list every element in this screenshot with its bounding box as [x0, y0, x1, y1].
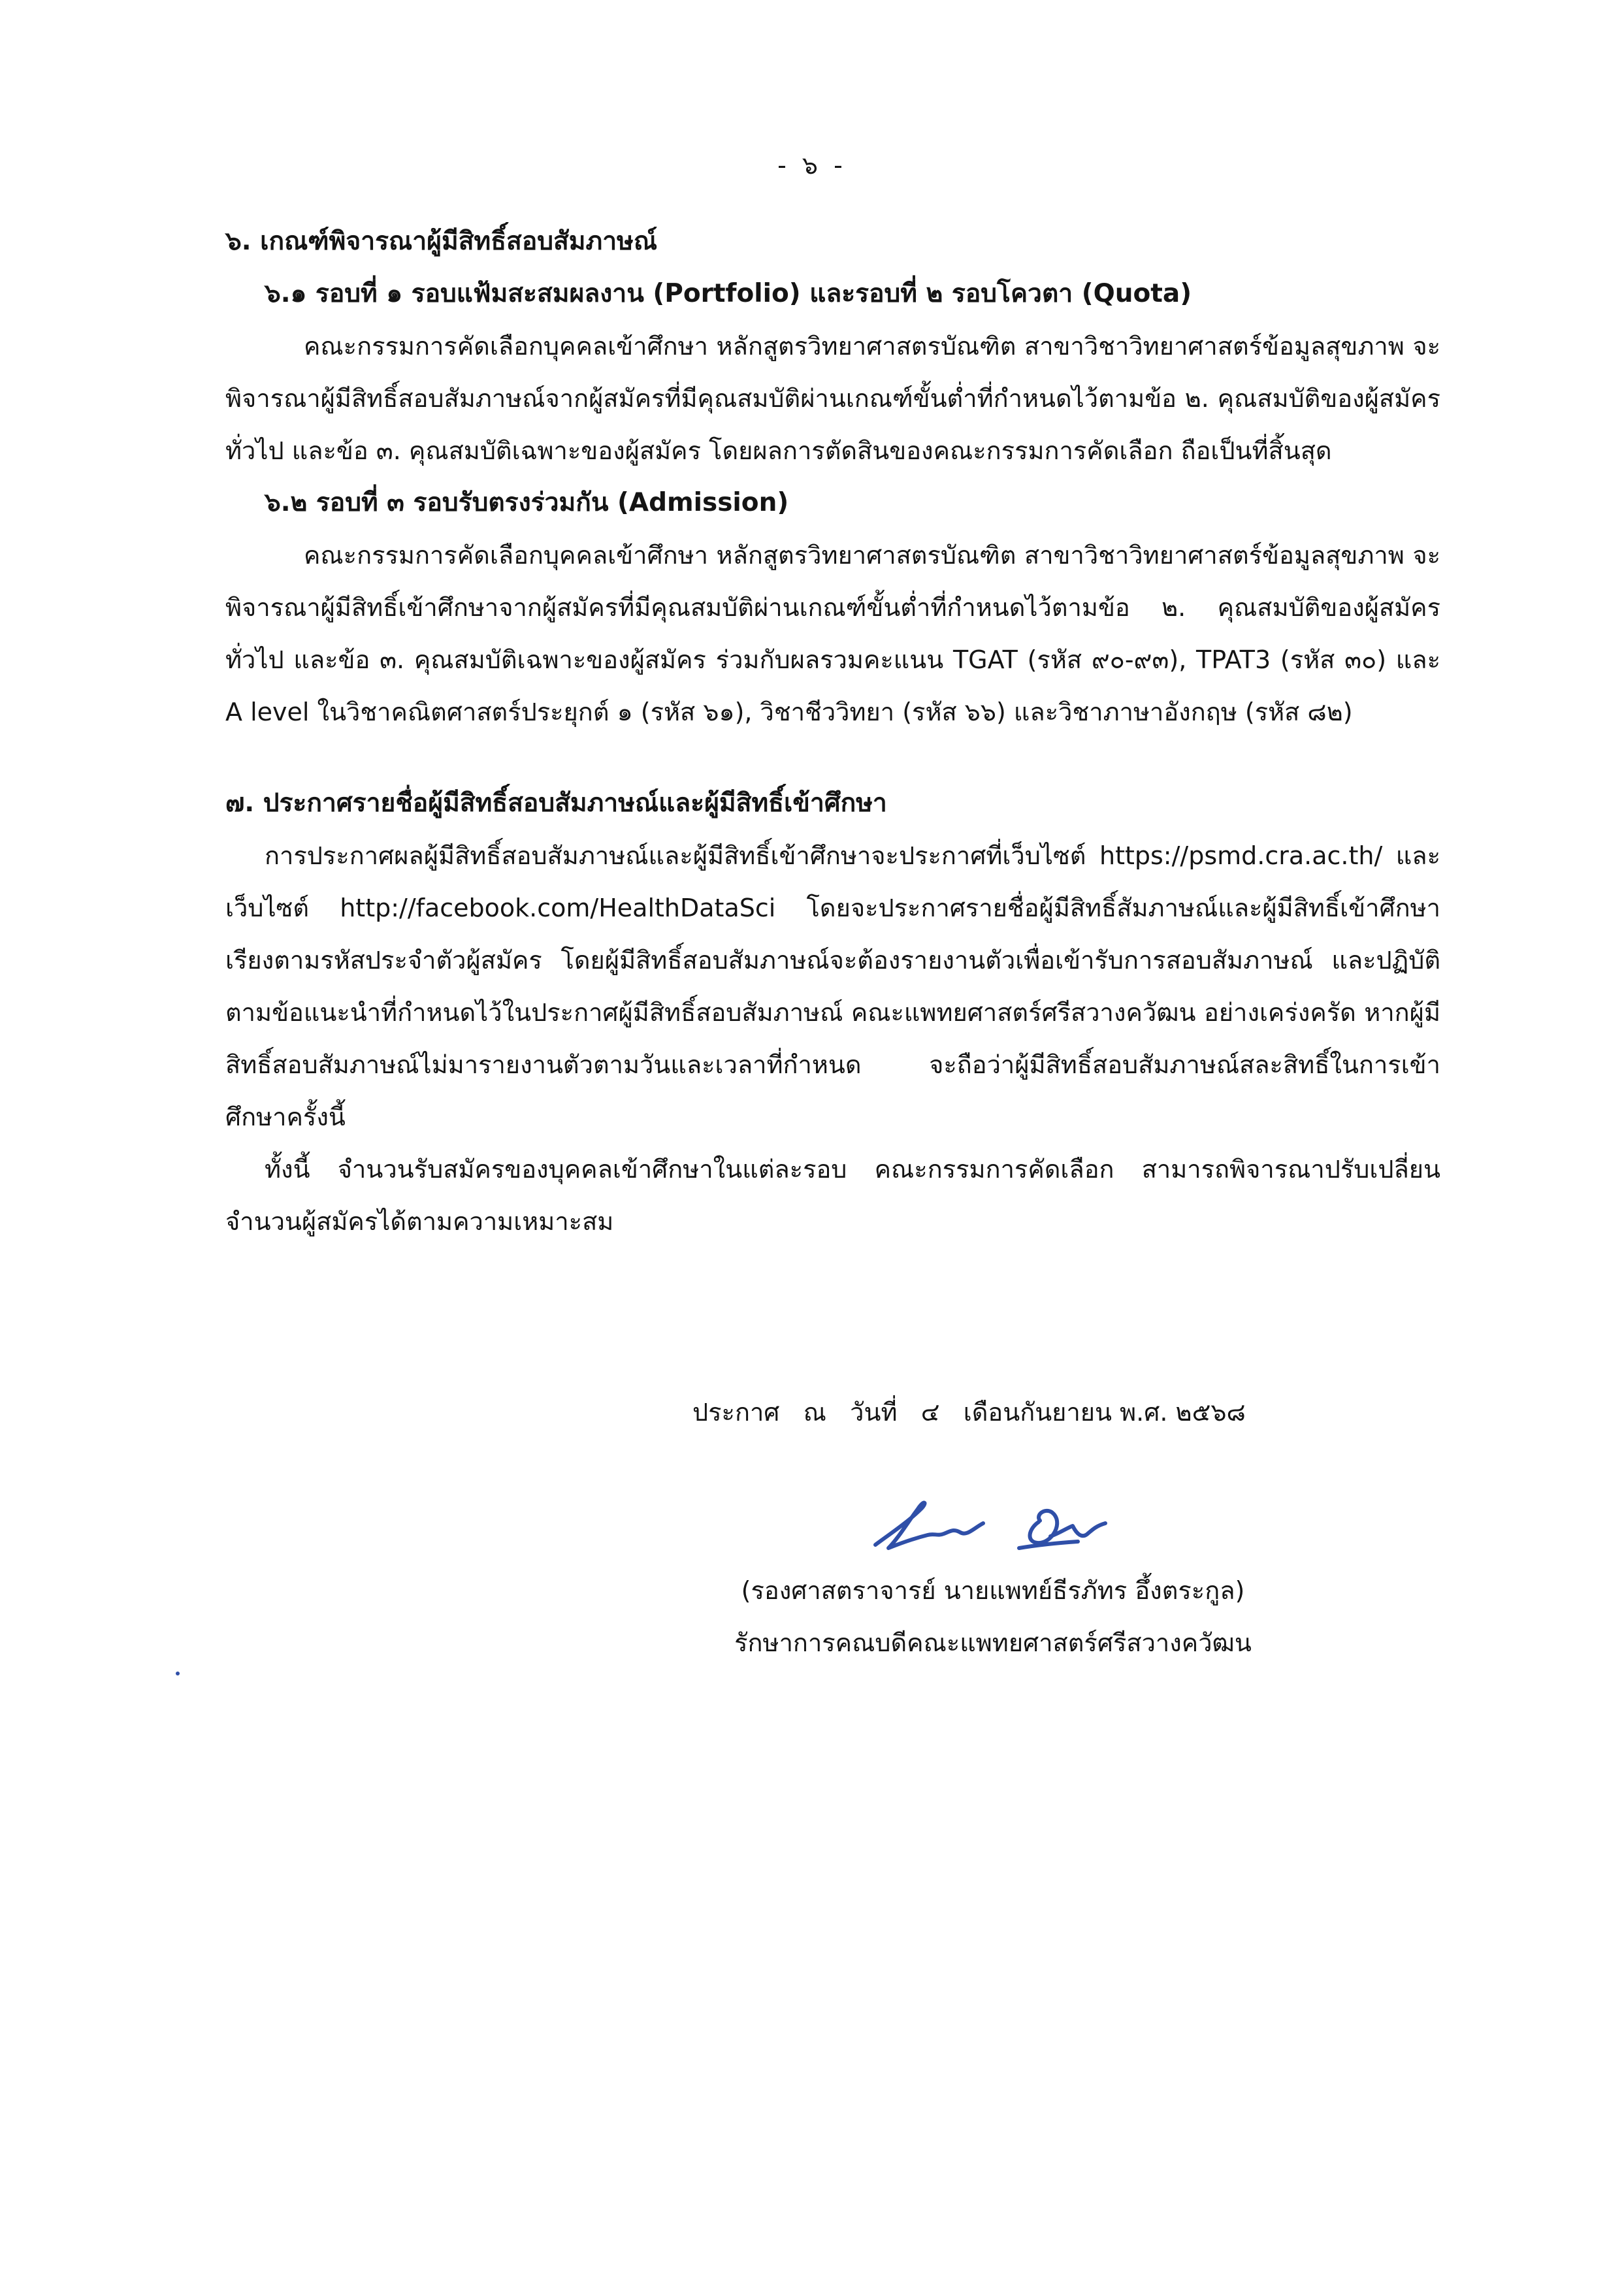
signer-block — [666, 1564, 1320, 1669]
section-6-2-body: คณะกรรมการคัดเลือกบุคคลเข้าศึกษา หลักสูตรวิทยาศาสตรบัณฑิต สาขาวิชาวิทยาศาสตร์ข้อมูลสุขภาพ จะพิจารณาผู้มีสิทธิ์เข้าศึกษาจากผู้สมัครที่มีคุณสมบัติผ่านเกณฑ์ขั้นต่ำที่กำหนดไว้ตามข้อ ๒. คุณสมบัติของผู้สมัครทั่วไป และข้อ ๓. คุณสมบัติเฉพาะของผู้สมัคร ร่วมกับผลรวมคะแนน TGAT (รหัส ๙๐-๙๓), TPAT3 (รหัส ๓๐) และ A level ในวิชาคณิตศาสตร์ประยุกต์ ๑ (รหัส ๖๑), วิชาชีววิทยา (รหัส ๖๖) และวิชาภาษาอังกฤษ (รหัส ๘๒) — [225, 541, 1440, 726]
page-number: - ๖ - — [777, 151, 847, 180]
announcement-date: ประกาศ ณ วันที่ ๔ เดือนกันยายน พ.ศ. ๒๕๖๘ — [692, 1398, 1246, 1427]
section-6-2-title: ๖.๒ รอบที่ ๓ รอบรับตรงร่วมกัน (Admission) — [265, 488, 789, 517]
document-body — [225, 216, 1440, 1248]
signer-name: (รองศาสตราจารย์ นายแพทย์ธีรภัทร อึ้งตระกูล) — [741, 1576, 1245, 1605]
section-7-title: ๗. ประกาศรายชื่อผู้มีสิทธิ์สอบสัมภาษณ์และผู้มีสิทธิ์เข้าศึกษา — [225, 788, 887, 818]
section-6-1-body: คณะกรรมการคัดเลือกบุคคลเข้าศึกษา หลักสูตรวิทยาศาสตรบัณฑิต สาขาวิชาวิทยาศาสตร์ข้อมูลสุขภาพ จะพิจารณาผู้มีสิทธิ์สอบสัมภาษณ์จากผู้สมัครที่มีคุณสมบัติผ่านเกณฑ์ขั้นต่ำที่กำหนดไว้ตามข้อ ๒. คุณสมบัติของผู้สมัครทั่วไป และข้อ ๓. คุณสมบัติเฉพาะของผู้สมัคร โดยผลการตัดสินของคณะกรรมการคัดเลือก ถือเป็นที่สิ้นสุด — [225, 332, 1440, 465]
section-6-title: ๖. เกณฑ์พิจารณาผู้มีสิทธิ์สอบสัมภาษณ์ — [225, 227, 658, 256]
handwritten-signature — [862, 1483, 1137, 1561]
section-7-body-2: ทั้งนี้ จำนวนรับสมัครของบุคคลเข้าศึกษาในแต่ละรอบ คณะกรรมการคัดเลือก สามารถพิจารณาปรับเปลี่ยนจำนวนผู้สมัครได้ตามความเหมาะสม — [225, 1155, 1440, 1236]
section-spacer — [225, 738, 1440, 777]
signer-position: รักษาการคณบดีคณะแพทยศาสตร์ศรีสวางควัฒน — [734, 1628, 1252, 1657]
section-7-body-1: การประกาศผลผู้มีสิทธิ์สอบสัมภาษณ์และผู้มีสิทธิ์เข้าศึกษาจะประกาศที่เว็บไซต์ https://psmd.cra.ac.th/ และเว็บไซต์ http://facebook.com/HealthDataSci โดยจะประกาศรายชื่อผู้มีสิทธิ์สัมภาษณ์และผู้มีสิทธิ์เข้าศึกษาเรียงตามรหัสประจำตัวผู้สมัคร โดยผู้มีสิทธิ์สอบสัมภาษณ์จะต้องรายงานตัวเพื่อเข้ารับการสอบสัมภาษณ์ และปฏิบัติตามข้อแนะนำที่กำหนดไว้ในประกาศผู้มีสิทธิ์สอบสัมภาษณ์ คณะแพทยศาสตร์ศรีสวางควัฒน อย่างเคร่งครัด หากผู้มีสิทธิ์สอบสัมภาษณ์ไม่มารายงานตัวตามวันและเวลาที่กำหนด จะถือว่าผู้มีสิทธิ์สอบสัมภาษณ์สละสิทธิ์ในการเข้าศึกษาครั้งนี้ — [225, 841, 1440, 1131]
section-6-1-title: ๖.๑ รอบที่ ๑ รอบแฟ้มสะสมผลงาน (Portfolio) และรอบที่ ๒ รอบโควตา (Quota) — [265, 279, 1192, 308]
ink-dot — [176, 1672, 180, 1675]
